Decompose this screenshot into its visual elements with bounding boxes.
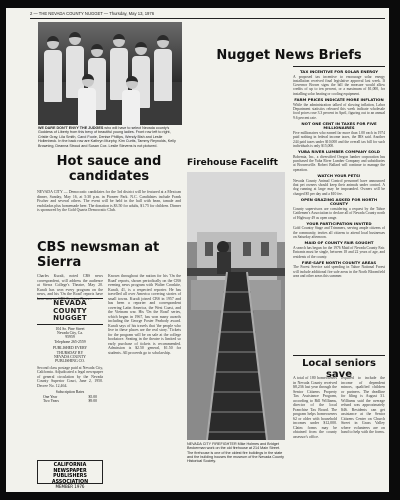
nameplate-line1: NEVADA COUNTY <box>53 299 87 315</box>
brief-body: County supervisors are considering a request by the Tahoe Cattlemen's Association to declare all of Nevada County north of Highway 49 as open range. <box>293 206 386 220</box>
brief-body: The Forest Service said spending in Tahoe National Forest will include additional fire safe areas in the North Bloomfield area and other areas this summer. <box>293 265 385 279</box>
seniors-body-col1: A total of 180 homeowners in Nevada County received $8,236 last year through the Senior Citizens Property Tax Assistance Program, according to Bill Williams, director of the local Franchise Tax Board. The program helps homeowners 62 or older with household incomes under $12,000. Claim forms may be obtained from the county assessor's office. <box>293 376 337 439</box>
brief-heading: NOT ONE CENT IN TAXES FOR FIVE MILLIONAIRES <box>301 120 377 131</box>
brief-body: A proposed tax incentive to encourage solar energy installation received final legislative approval last week. If Governor Brown signs the bill the measure would allow credits of up to ten percent, or a maximum of $1,000, for installing solar heating or cooling equipment. <box>293 74 385 96</box>
firehouse-headline: Firehouse Facelift <box>187 158 278 168</box>
page-masthead: 2 — THE NEVADA COUNTY NUGGET — Thursday, May 13, 1976 <box>30 11 385 19</box>
published-line2: THURSDAY BY <box>56 350 84 355</box>
subscription-title: Subscription Rates <box>55 390 85 395</box>
caption-lead: WE DARE DON'T ENVY THE JUDGES <box>38 126 104 130</box>
legal-notice: Second class postage paid at Nevada City, California. Adjudicated a legal newspaper of general circulation by the Nevada County Superior Court, June 2, 1950. Decree No. 12,464. <box>37 365 103 388</box>
rate-label: Two Years <box>43 399 59 404</box>
cnpa-title: CALIFORNIA NEWSPAPER PUBLISHERS ASSOCIATION <box>51 463 89 485</box>
published-line4: PUBLISHING CO. <box>55 359 85 364</box>
hot-sauce-body: NEVADA CITY — Democratic candidates for the 3rd district will be featured at a Mexican dinner, Sunday, May 16, at 5:30 p.m. in Pioneer Park. N.C. Candidates include Frank Fischer and several others. The event will be held in the hall with bean, tamale and enchiladas plus homemade beer. The donation is $3.50 for adults, $1.75 for children. Dinner is sponsored by the Gold Quartz Democratic Club. <box>37 190 181 212</box>
newspaper-page <box>6 8 389 492</box>
cnpa-member-badge <box>37 460 103 489</box>
seniors-headline: Local seniors save <box>302 358 376 380</box>
firehouse-illustration <box>187 172 285 440</box>
brief-heading: TAX INCENTIVE FOR SOLAR ENERGY <box>299 69 379 74</box>
cbs-headline: CBS newsman at Sierra <box>37 240 160 270</box>
rate-label: One Year <box>43 394 58 399</box>
brief-body: Nevada County Animal Control personnel have announced that pet owners should keep their animals under control. A dog running at large may be impounded. Owners will be charged $5 per day and a $10 fee. <box>293 178 385 196</box>
cbs-body-col1: Charles Kuralt, noted CBS news correspondent, will address the audience at Sierra College's Theatre, May 20. Kuralt has won every program on the news, and his 'On the Road' reports have been seen on CBS Evening News... <box>37 274 103 301</box>
seniors-top-rule <box>293 355 385 356</box>
brief-heading: OPEN GRAZING ASKED FOR NORTH COUNTY <box>300 196 378 207</box>
brief-heading: FARM PRICES INDICATE MORE INFLATION <box>294 97 384 103</box>
firehouse-photo <box>187 172 285 440</box>
cnpa-member: MEMBER 1976 <box>55 484 85 489</box>
brief-body: While the administration talked of slowing inflation, Labor Department statistics released this week indicate wholesale food prices rose 3.3 percent in April, figuring out to an annual 9.6 percent rate. <box>293 102 385 120</box>
rate-value: $5.00 <box>88 394 97 399</box>
brief-body: Bohemia, Inc., a diversified Oregon lumber corporation has purchased the Yuba River Lumber Company and subsidiaries at Brownsville. Robert Ballard will continue to manage the operation. <box>293 154 385 172</box>
brief-body: Gold Country Stage and Trimmers, serving ample citizens of the community, invites all citizens to attend local businesses on Saturday afternoon. <box>293 226 385 240</box>
brief-body: Five millionaires who earned far more than 1.00 each in 1974 paid nothing in federal income taxes, the IRS said. Another 244 paid taxes under $10,000 and the overall tax bill for such individuals is only $15,000. <box>293 131 385 148</box>
news-briefs-headline: Nugget News Briefs <box>216 48 362 63</box>
brief-heading: YUBA RIVER LUMBER COMPANY SOLD <box>298 149 380 155</box>
hot-sauce-headline: Hot sauce and candidates <box>56 154 162 184</box>
brief-heading: YOUR PARTICIPATION INVITED <box>306 220 372 226</box>
publication-info <box>37 298 103 403</box>
brief-heading: FIRE-SAFE NORTH COUNTY AREAS <box>301 259 377 265</box>
seniors-body-col2: required to include the income of dependent minors, qualified children or partners. The deadline for filing is August 31. Williams said the average refund was approximately $46. Residents can get assistance at the Senior Citizens Center on Church Street in Grass Valley where volunteers are on hand to help with the forms. <box>341 376 385 434</box>
brief-heading: WATCH YOUR PETS! <box>317 173 361 179</box>
address-line2: Nevada City, Ca. <box>57 330 83 335</box>
published-line3: NEVADA COUNTY <box>53 354 87 359</box>
nameplate <box>37 298 103 325</box>
rate-two-years <box>37 399 103 403</box>
telephone: Telephone 265-2559 <box>54 339 86 344</box>
photo-caption <box>38 126 182 148</box>
briefs-top-rule <box>293 66 385 67</box>
brief-heading: MAID OF COUNTY FAIR SOUGHT <box>304 240 374 246</box>
address-line1: 104 So. Pine Street <box>55 326 85 331</box>
nameplate-line2: NUGGET <box>53 314 87 322</box>
zip-code: 95959 <box>65 335 75 340</box>
brief-body: A search has begun for the 1976 Maid of Nevada County Fair. Entrants must be single, between 18 and 22 years of age, and residents of the county. <box>293 245 385 259</box>
caption-text: who will have to select Nevada county's Goddess of Liberty from this bevy of beautiful young ladies. Front row left to right, Cristie Gray, Lila Smith, Carol Foote, Denise Phillips, Wendy Bish and Leslie Hollenbeck. In the back row are Kathryn Murphy, Kim Curtis, Tammy Reynolds, Kelly Browning, Deanna Stroud and Susan Cox. Leslie Stevens is not pictured. <box>38 126 176 148</box>
rate-value: $9.00 <box>88 399 97 404</box>
news-briefs-list <box>293 69 385 351</box>
goddess-candidates-photo <box>38 22 182 125</box>
cbs-body-col2: Known throughout the nation for his 'On the Road' reports, shown periodically on the CBS evening news program with Walter Cronkite, Kuralt, 41, is a respected reporter. He has travelled all over America covering stories of small towns. Kuralt joined CBS in 1957 and has been a reporter and correspondent covering Latin America, the West Coast, and the Vietnam war. His 'On the Road' series, which began in 1967, has won many awards including the George Foster Peabody award. Kuralt says of his travels that 'the people who live in these places are the real story.' Tickets for the program will be on sale at the college bookstore. Seating in the theatre is limited so early purchase of tickets is recommended. Admission is $2.50 general, $1.50 for students. All proceeds go to scholarship. <box>108 274 181 355</box>
firehouse-caption: NEVADA CITY FIREFIGHTER Mike Holmes and Bridget Beckerman work on the old firehouse at 214 Main Street. The firehouse is one of the oldest fire buildings in the state and the building houses the museum of the Nevada County Historical Society. <box>187 442 284 464</box>
published-line1: PUBLISHED EVERY <box>52 346 88 351</box>
